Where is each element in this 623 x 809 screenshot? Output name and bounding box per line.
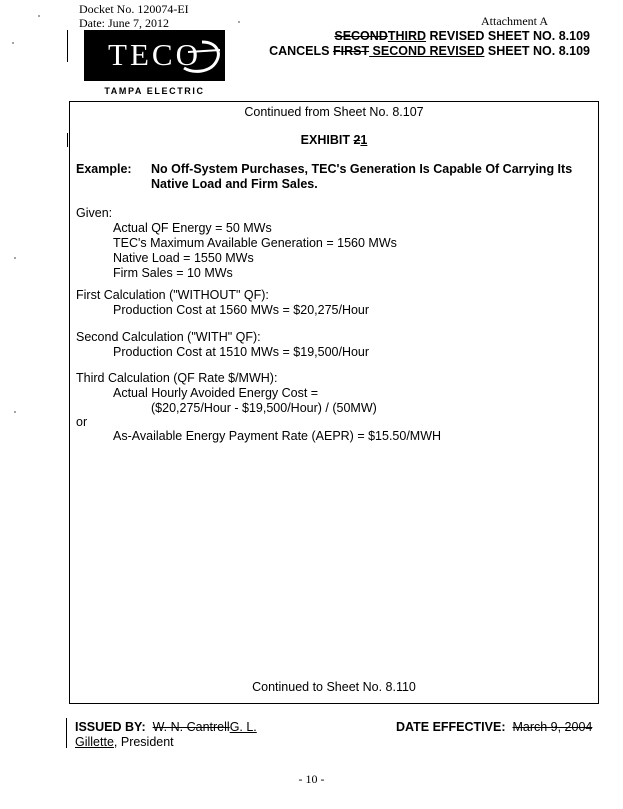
revision-bar	[67, 30, 68, 62]
date-effective	[396, 720, 592, 735]
issued-by-line-2	[75, 735, 257, 750]
example-line-1: No Off-System Purchases, TEC's Generation Is Capable Of Carrying Its	[151, 162, 573, 176]
docket-date: Date: June 7, 2012	[79, 16, 169, 30]
date-effective-label: DATE EFFECTIVE:	[396, 720, 506, 734]
cancels-sheet-rest: SHEET NO. 8.109	[484, 44, 590, 58]
deleted-text: 2	[353, 133, 361, 147]
third-calculation-item: Actual Hourly Avoided Energy Cost =	[113, 386, 319, 400]
deleted-text: SECOND	[334, 29, 388, 43]
revised-sheet-rest: REVISED SHEET NO. 8.109	[426, 29, 590, 43]
or-connector: or	[76, 415, 88, 429]
inserted-text: Gillette	[75, 735, 114, 749]
second-calculation-item: Production Cost at 1510 MWs = $19,500/Hour	[113, 345, 370, 359]
inserted-text: SECOND REVISED	[369, 44, 485, 58]
exhibit-title	[69, 133, 599, 148]
issued-by	[75, 720, 257, 750]
given-item: Actual QF Energy = 50 MWs	[113, 221, 272, 235]
third-calculation-formula: ($20,275/Hour - $19,500/Hour) / (50MW)	[151, 401, 377, 415]
aepr-result: As-Available Energy Payment Rate (AEPR) = $15.50/MWH	[113, 429, 442, 443]
logo-wordmark: TECO	[108, 37, 201, 72]
docket-info	[79, 2, 189, 30]
teco-logo	[84, 30, 225, 81]
scan-speck	[14, 411, 16, 413]
cancels-sheet-line	[269, 43, 590, 59]
scan-speck	[38, 15, 40, 17]
third-calculation-heading: Third Calculation (QF Rate $/MWH):	[76, 371, 278, 385]
example-line-2: Native Load and Firm Sales.	[151, 177, 318, 191]
first-calculation-heading: First Calculation ("WITHOUT" QF):	[76, 288, 269, 302]
revision-bar	[67, 133, 68, 147]
inserted-text: G. L.	[229, 720, 257, 734]
given-item: Firm Sales = 10 MWs	[113, 266, 233, 280]
scan-speck	[12, 42, 14, 44]
scan-speck	[14, 257, 16, 259]
first-calculation-item: Production Cost at 1560 MWs = $20,275/Hour	[113, 303, 370, 317]
inserted-text: THIRD	[387, 29, 427, 43]
page-number: - 10 -	[298, 772, 325, 786]
revised-sheet-line	[334, 28, 590, 44]
given-heading: Given:	[76, 206, 113, 220]
given-item: Native Load = 1550 MWs	[113, 251, 254, 265]
deleted-text: FIRST	[332, 44, 370, 58]
given-item: TEC's Maximum Available Generation = 1560 MWs	[113, 236, 397, 250]
second-calculation-heading: Second Calculation ("WITH" QF):	[76, 330, 261, 344]
exhibit-label: EXHIBIT	[300, 133, 354, 147]
scan-speck	[238, 21, 240, 23]
logo-subtitle: TAMPA ELECTRIC	[104, 86, 205, 96]
issued-title: , President	[113, 735, 174, 749]
inserted-text: 1	[360, 133, 368, 147]
issued-label: ISSUED BY:	[75, 720, 146, 734]
revision-bar	[66, 718, 67, 748]
continued-to: Continued to Sheet No. 8.110	[252, 680, 416, 694]
issued-by-line-1	[75, 720, 257, 735]
docket-number: Docket No. 120074-EI	[79, 2, 189, 16]
deleted-text: W. N. Cantrell	[152, 720, 230, 734]
example-label: Example:	[76, 162, 132, 176]
deleted-text: March 9, 2004	[512, 720, 593, 734]
cancels-prefix: CANCELS	[269, 44, 333, 58]
continued-from: Continued from Sheet No. 8.107	[244, 105, 424, 119]
attachment-label: Attachment A	[481, 14, 548, 28]
